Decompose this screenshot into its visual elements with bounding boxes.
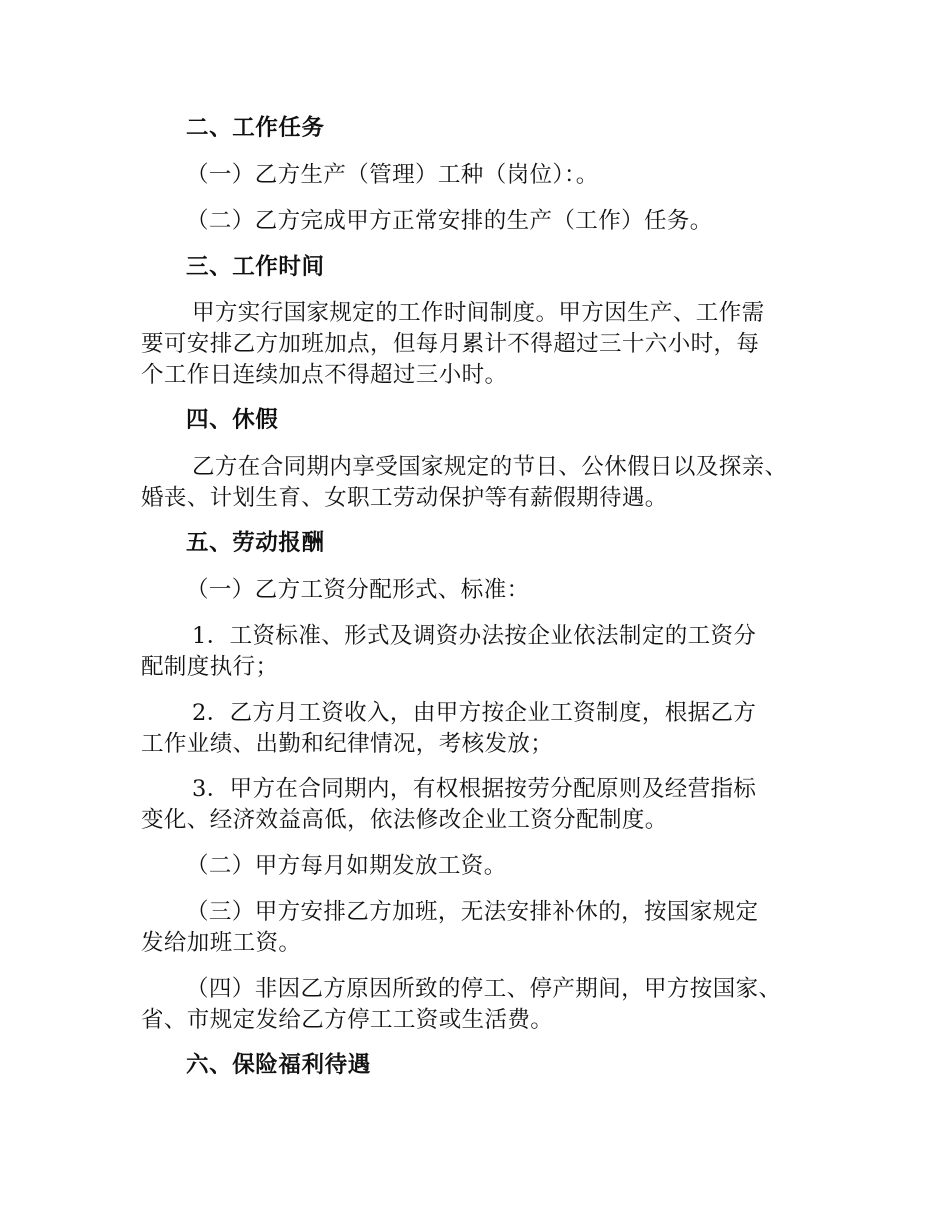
paragraph-pay-item-3-line-2: 变化、经济效益高低，依法修改企业工资分配制度。 (141, 807, 668, 833)
section-heading-work-tasks: 二、工作任务 (186, 115, 325, 141)
paragraph-worktime-line-1: 甲方实行国家规定的工作时间制度。甲方因生产、工作需 (192, 300, 765, 326)
paragraph-pay-4-line-2: 省、市规定发给乙方停工工资或生活费。 (141, 1007, 554, 1033)
paragraph-pay-item-1-line-1: 1．工资标准、形式及调资办法按企业依法制定的工资分 (192, 623, 757, 649)
paragraph-pay-item-3-line-1: 3．甲方在合同期内，有权根据按劳分配原则及经营指标 (192, 776, 757, 802)
paragraph-pay-4-line-1: （四）非因乙方原因所致的停工、停产期间，甲方按国家、 (186, 976, 782, 1002)
paragraph-task-1: （一）乙方生产（管理）工种（岗位）：。 (186, 162, 599, 188)
section-heading-insurance-welfare: 六、保险福利待遇 (186, 1052, 371, 1078)
section-heading-work-time: 三、工作时间 (186, 254, 325, 280)
paragraph-leave-line-2: 婚丧、计划生育、女职工劳动保护等有薪假期待遇。 (141, 485, 668, 511)
paragraph-pay-item-2-line-2: 工作业绩、出勤和纪律情况，考核发放； (141, 731, 554, 757)
paragraph-pay-item-1-line-2: 配制度执行； (141, 654, 279, 680)
paragraph-leave-line-1: 乙方在合同期内享受国家规定的节日、公休假日以及探亲、 (192, 454, 788, 480)
paragraph-pay-1: （一）乙方工资分配形式、标准： (186, 577, 530, 603)
paragraph-pay-3-line-1: （三）甲方安排乙方加班，无法安排补休的，按国家规定 (186, 899, 759, 925)
paragraph-worktime-line-3: 个工作日连续加点不得超过三小时。 (141, 362, 508, 388)
paragraph-task-2: （二）乙方完成甲方正常安排的生产（工作）任务。 (186, 208, 713, 234)
section-heading-leave: 四、休假 (186, 407, 279, 433)
paragraph-pay-3-line-2: 发给加班工资。 (141, 930, 302, 956)
section-heading-pay: 五、劳动报酬 (186, 530, 325, 556)
paragraph-pay-2: （二）甲方每月如期发放工资。 (186, 853, 507, 879)
paragraph-pay-item-2-line-1: 2．乙方月工资收入，由甲方按企业工资制度，根据乙方 (192, 700, 757, 726)
paragraph-worktime-line-2: 要可安排乙方加班加点，但每月累计不得超过三十六小时，每 (141, 331, 760, 357)
